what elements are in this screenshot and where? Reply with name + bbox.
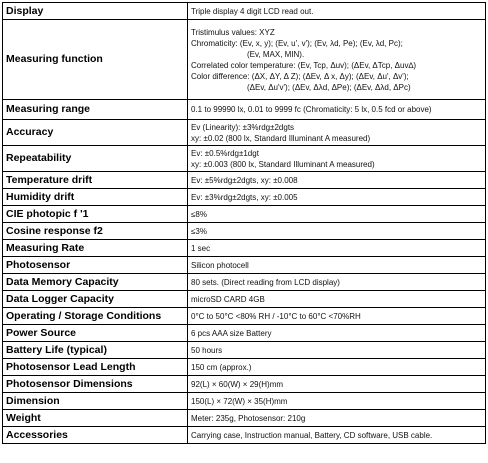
spec-value: [188, 146, 486, 172]
spec-value-line: Color difference: (ΔX, ΔY, Δ Z); (ΔEv, Δ x, Δy); (ΔEv, Δu', Δv');: [191, 71, 409, 81]
spec-row: [3, 410, 486, 427]
spec-row: [3, 100, 486, 120]
specification-table-body: [3, 3, 486, 444]
spec-value-line: Ev (Linearity): ±3%rdg±2dgts: [191, 122, 295, 132]
spec-row: [3, 189, 486, 206]
spec-row: [3, 342, 486, 359]
spec-value-line: xy: ±0.02 (800 lx, Standard Illuminant A measured): [191, 133, 371, 143]
spec-value: [188, 342, 486, 359]
spec-value: [188, 100, 486, 120]
spec-value-line: 0.1 to 99990 lx, 0.01 to 9999 fc (Chromaticity: 5 lx, 0.5 fcd or above): [191, 105, 432, 114]
spec-value: [188, 206, 486, 223]
spec-row: [3, 20, 486, 100]
spec-label: CIE photopic f '1: [3, 206, 188, 223]
spec-row: [3, 257, 486, 274]
spec-label: Humidity drift: [3, 189, 188, 206]
spec-label: Measuring range: [3, 100, 188, 120]
spec-value: [188, 240, 486, 257]
spec-label: Dimension: [3, 393, 188, 410]
spec-value: [188, 257, 486, 274]
spec-value-line: ≤3%: [191, 226, 207, 236]
spec-row: [3, 240, 486, 257]
spec-label: Photosensor Dimensions: [3, 376, 188, 393]
spec-value-line: (Ev, MAX, MIN).: [247, 49, 305, 59]
spec-label: Accuracy: [3, 120, 188, 146]
spec-value-line: Meter: 235g, Photosensor: 210g: [191, 413, 306, 423]
spec-value: [188, 223, 486, 240]
spec-label: Weight: [3, 410, 188, 427]
spec-value: [188, 376, 486, 393]
spec-label: Repeatability: [3, 146, 188, 172]
spec-value-line: Tristimulus values: XYZ: [191, 27, 275, 37]
spec-row: [3, 325, 486, 342]
spec-value-line: 150 cm (approx.): [191, 362, 252, 372]
spec-label: Operating / Storage Conditions: [3, 308, 188, 325]
spec-row: [3, 427, 486, 444]
spec-value-line: Carrying case, Instruction manual, Battery, CD software, USB cable.: [191, 430, 433, 440]
spec-label: Display: [3, 3, 188, 20]
spec-value-line: 0°C to 50°C <80% RH / -10°C to 60°C <70%RH: [191, 311, 361, 321]
specification-table: [2, 2, 486, 444]
spec-row: [3, 172, 486, 189]
spec-label: Photosensor Lead Length: [3, 359, 188, 376]
spec-value-line: Ev: ±0.5%rdg±1dgt: [191, 148, 259, 158]
spec-value: [188, 325, 486, 342]
spec-value: [188, 3, 486, 20]
spec-table-container: [2, 2, 486, 444]
spec-label: Power Source: [3, 325, 188, 342]
spec-label: Cosine response f2: [3, 223, 188, 240]
spec-value-line: Chromaticity: (Ev, x, y); (Ev, u', v'); (Ev, λd, Pe); (Ev, λd, Pc);: [191, 38, 403, 48]
spec-value: [188, 291, 486, 308]
spec-label: Battery Life (typical): [3, 342, 188, 359]
spec-value: [188, 172, 486, 189]
spec-row: [3, 223, 486, 240]
spec-value-line: Silicon photocell: [191, 260, 249, 270]
spec-value-line: 150(L) × 72(W) × 35(H)mm: [191, 396, 288, 406]
spec-label: Measuring function: [3, 20, 188, 100]
spec-value: [188, 274, 486, 291]
spec-value: [188, 20, 486, 100]
spec-label: Photosensor: [3, 257, 188, 274]
spec-value: [188, 308, 486, 325]
spec-value: [188, 427, 486, 444]
spec-label: Accessories: [3, 427, 188, 444]
spec-value-line: Ev: ±5%rdg±2dgts, xy: ±0.008: [191, 175, 298, 185]
spec-label: Data Memory Capacity: [3, 274, 188, 291]
spec-row: [3, 120, 486, 146]
spec-value-line: 50 hours: [191, 345, 223, 355]
spec-value-line: Correlated color temperature: (Ev, Tcp, Δuv); (ΔEv, ΔTcp, Δuv∆): [191, 60, 417, 70]
spec-row: [3, 274, 486, 291]
spec-value-line: Ev: ±3%rdg±2dgts, xy: ±0.005: [191, 192, 298, 202]
spec-row: [3, 206, 486, 223]
spec-value-line: 1 sec: [191, 243, 211, 253]
spec-value: [188, 359, 486, 376]
spec-value-line: Triple display 4 digit LCD read out.: [191, 6, 314, 16]
spec-value: [188, 393, 486, 410]
spec-row: [3, 376, 486, 393]
spec-row: [3, 3, 486, 20]
spec-value: [188, 189, 486, 206]
spec-row: [3, 393, 486, 410]
spec-label: Temperature drift: [3, 172, 188, 189]
spec-value: [188, 410, 486, 427]
spec-value-line: xy: ±0.003 (800 lx, Standard Illuminant A measured): [191, 159, 375, 169]
spec-label: Measuring Rate: [3, 240, 188, 257]
spec-value-line: 92(L) × 60(W) × 29(H)mm: [191, 379, 284, 389]
spec-row: [3, 146, 486, 172]
spec-row: [3, 308, 486, 325]
spec-row: [3, 291, 486, 308]
spec-value-line: (ΔEv, Δu'v'); (ΔEv, Δλd, ΔPe); (ΔEv, Δλd, ΔPc): [247, 82, 411, 92]
spec-value-line: microSD CARD 4GB: [191, 294, 265, 304]
spec-value-line: ≤8%: [191, 209, 207, 219]
spec-row: [3, 359, 486, 376]
spec-value-line: 6 pcs AAA size Battery: [191, 328, 272, 338]
spec-label: Data Logger Capacity: [3, 291, 188, 308]
spec-value: [188, 120, 486, 146]
spec-value-line: 80 sets. (Direct reading from LCD display): [191, 277, 340, 287]
